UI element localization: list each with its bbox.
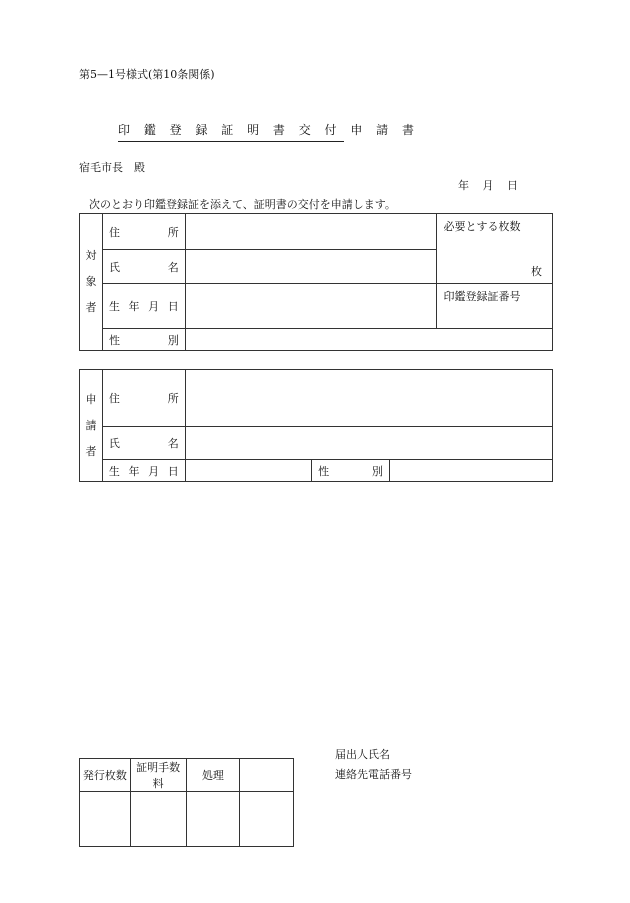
subject-gender-label: 性 別 [102,329,185,351]
subject-gender-field[interactable] [185,329,552,351]
date-day: 日 [507,179,518,192]
form-number: 第5—1号様式(第10条関係) [79,68,215,81]
date-year: 年 [458,179,469,192]
issued-count-header: 発行枚数 [80,759,131,792]
subject-table [79,213,553,351]
seal-reg-number-label: 印鑑登録証番号 [443,290,521,303]
applicant-table [79,369,553,482]
date-line [458,177,518,193]
subject-birthdate-field[interactable] [185,284,437,329]
office-use-table [79,758,294,847]
processing-field[interactable] [186,792,240,847]
contact-phone-label: 連絡先電話番号 [335,768,412,781]
subject-address-field[interactable] [185,214,437,250]
subject-name-field[interactable] [185,250,437,284]
applicant-name-label: 氏 名 [102,427,185,460]
statement: 次のとおり印鑑登録証を添えて、証明書の交付を申請します。 [89,198,396,211]
subject-birthdate-label: 生 年 月 日 [102,284,185,329]
required-count-label: 必要とする枚数 [443,220,521,233]
applicant-header-char: 申 [85,392,97,406]
certificate-fee-header: 証明手数料 [130,759,186,792]
subject-header [80,214,103,351]
applicant-gender-field[interactable] [389,460,552,482]
footer-labels [335,745,412,785]
addressee: 宿毛市長 殿 [79,161,145,174]
subject-header-char: 対 [85,249,97,262]
applicant-header [80,370,103,482]
applicant-birthdate-field[interactable] [185,460,311,482]
subject-header-char: 者 [85,301,97,314]
applicant-address-label: 住 所 [102,370,185,427]
applicant-address-field[interactable] [185,370,552,427]
applicant-name-field[interactable] [185,427,552,460]
seal-reg-number-cell[interactable] [437,284,553,329]
notifier-name-label: 届出人氏名 [335,748,390,761]
applicant-header-char: 者 [85,444,97,458]
blank-header [240,759,294,792]
subject-header-char: 象 [85,275,97,288]
subject-address-label: 住 所 [102,214,185,250]
applicant-birthdate-label: 生 年 月 日 [102,460,185,482]
blank-field[interactable] [240,792,294,847]
issued-count-field[interactable] [80,792,131,847]
processing-header: 処理 [186,759,240,792]
document-title: 印 鑑 登 録 証 明 書 交 付 申 請 書 [118,121,344,142]
required-count-cell[interactable] [437,214,553,284]
applicant-header-char: 請 [85,418,97,432]
applicant-gender-label: 性 別 [312,460,390,482]
certificate-fee-field[interactable] [130,792,186,847]
date-month: 月 [482,179,494,192]
subject-name-label: 氏 名 [102,250,185,284]
required-count-unit: 枚 [531,265,542,278]
